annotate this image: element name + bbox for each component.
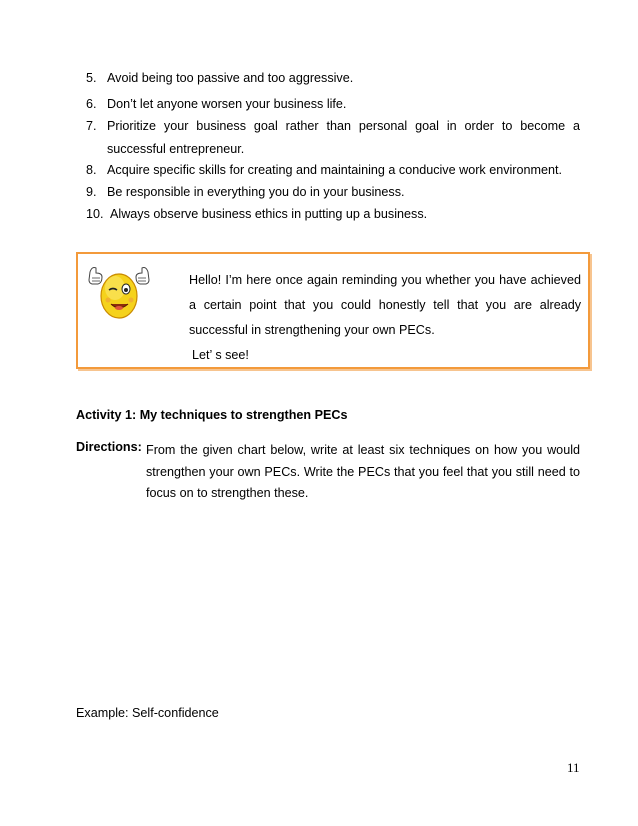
list-number: 7.: [86, 119, 97, 133]
reminder-callout-box: [76, 252, 590, 369]
list-text: Avoid being too passive and too aggressive.: [107, 71, 354, 85]
directions-label: Directions:: [76, 440, 142, 454]
list-text: Acquire specific skills for creating and maintaining a conducive work environment.: [107, 163, 562, 177]
list-number: 9.: [86, 185, 97, 199]
list-number: 8.: [86, 163, 97, 177]
list-number: 6.: [86, 97, 97, 111]
list-text: Always observe business ethics in putting up a business.: [110, 207, 428, 221]
page-number: 11: [567, 760, 580, 775]
list-text: Be responsible in everything you do in your business.: [107, 185, 405, 199]
list-number: 10.: [86, 207, 104, 221]
callout-message: Hello! I’m here once again reminding you whether you have achieved a certain point that you could honestly tell that you are already successful in strengthening your own PECs.: [189, 273, 581, 337]
callout-prompt: Let’ s see!: [192, 348, 249, 362]
directions-text: From the given chart below, write at least six techniques on how you would strengthen your own PECs. Write the PECs that you feel that you still need to focus on to strengthen these.: [146, 443, 580, 501]
winking-thumbs-up-smiley-icon: [86, 262, 152, 322]
activity-title: Activity 1: My techniques to strengthen PECs: [76, 408, 348, 422]
list-text: Don’t let anyone worsen your business life.: [107, 97, 347, 111]
example-text: Example: Self-confidence: [76, 706, 219, 720]
list-text: Prioritize your business goal rather than personal goal in order to become a successful entrepreneur.: [107, 119, 580, 156]
callout-text: [189, 268, 581, 368]
list-number: 5.: [86, 71, 97, 85]
